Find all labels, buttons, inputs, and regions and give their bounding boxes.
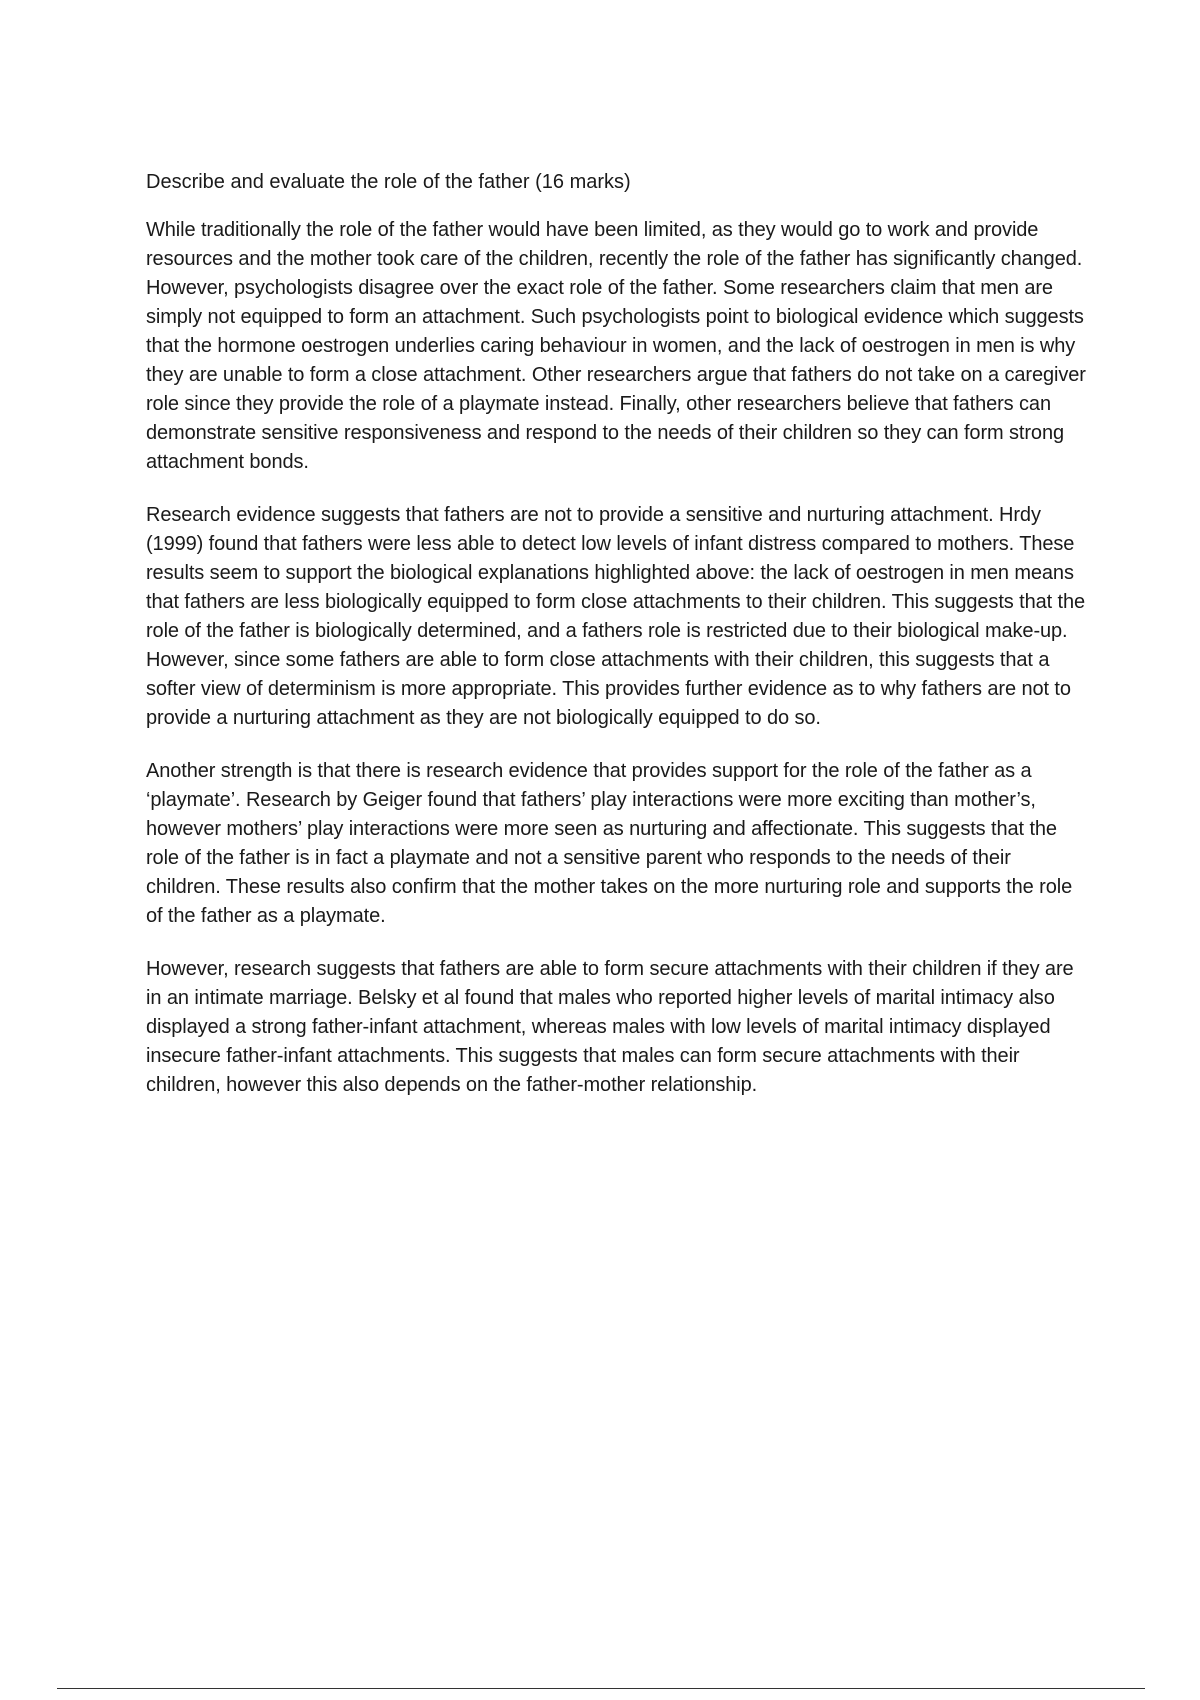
page-bottom-rule [57, 1688, 1145, 1689]
paragraph-secure-attachment: However, research suggests that fathers are able to form secure attachments with their children if they are in an intimate marriage. Belsky et al found that males who reported higher levels of marital intimacy also displayed a strong father-infant attachment, whereas males with low levels of marital intimacy displayed insecure father-infant attachments. This suggests that males can form secure attachments with their children, however this also depends on the father-mother relationship. [146, 958, 1074, 1096]
paragraph-introduction: While traditionally the role of the father would have been limited, as they would go to work and provide resources and the mother took care of the children, recently the role of the father has significantly changed. However, psychologists disagree over the exact role of the father. Some researchers claim that men are simply not equipped to form an attachment. Such psychologists point to biological evidence which suggests that the hormone oestrogen underlies caring behaviour in women, and the lack of oestrogen in men is why they are unable to form a close attachment. Other researchers argue that fathers do not take on a caregiver role since they provide the role of a playmate instead. Finally, other researchers believe that fathers can demonstrate sensitive responsiveness and respond to the needs of their children so they can form strong attachment bonds. [146, 219, 1086, 473]
essay-question-title: Describe and evaluate the role of the father (16 marks) [146, 171, 631, 193]
paragraph-biological-evidence: Research evidence suggests that fathers are not to provide a sensitive and nurturing attachment. Hrdy (1999) found that fathers were less able to detect low levels of infant distress compared to mothers. These results seem to support the biological explanations highlighted above: the lack of oestrogen in men means that fathers are less biologically equipped to form close attachments to their children. This suggests that the role of the father is biologically determined, and a fathers role is restricted due to their biological make-up. However, since some fathers are able to form close attachments with their children, this suggests that a softer view of determinism is more appropriate. This provides further evidence as to why fathers are not to provide a nurturing attachment as they are not biologically equipped to do so. [146, 504, 1086, 729]
document-body [146, 168, 1086, 1124]
paragraph-playmate-evidence: Another strength is that there is research evidence that provides support for the role of the father as a ‘playmate’. Research by Geiger found that fathers’ play interactions were more exciting than mother’s, however mothers’ play interactions were more seen as nurturing and affectionate. This suggests that the role of the father is in fact a playmate and not a sensitive parent who responds to the needs of their children. These results also confirm that the mother takes on the more nurturing role and supports the role of the father as a playmate. [146, 760, 1073, 927]
